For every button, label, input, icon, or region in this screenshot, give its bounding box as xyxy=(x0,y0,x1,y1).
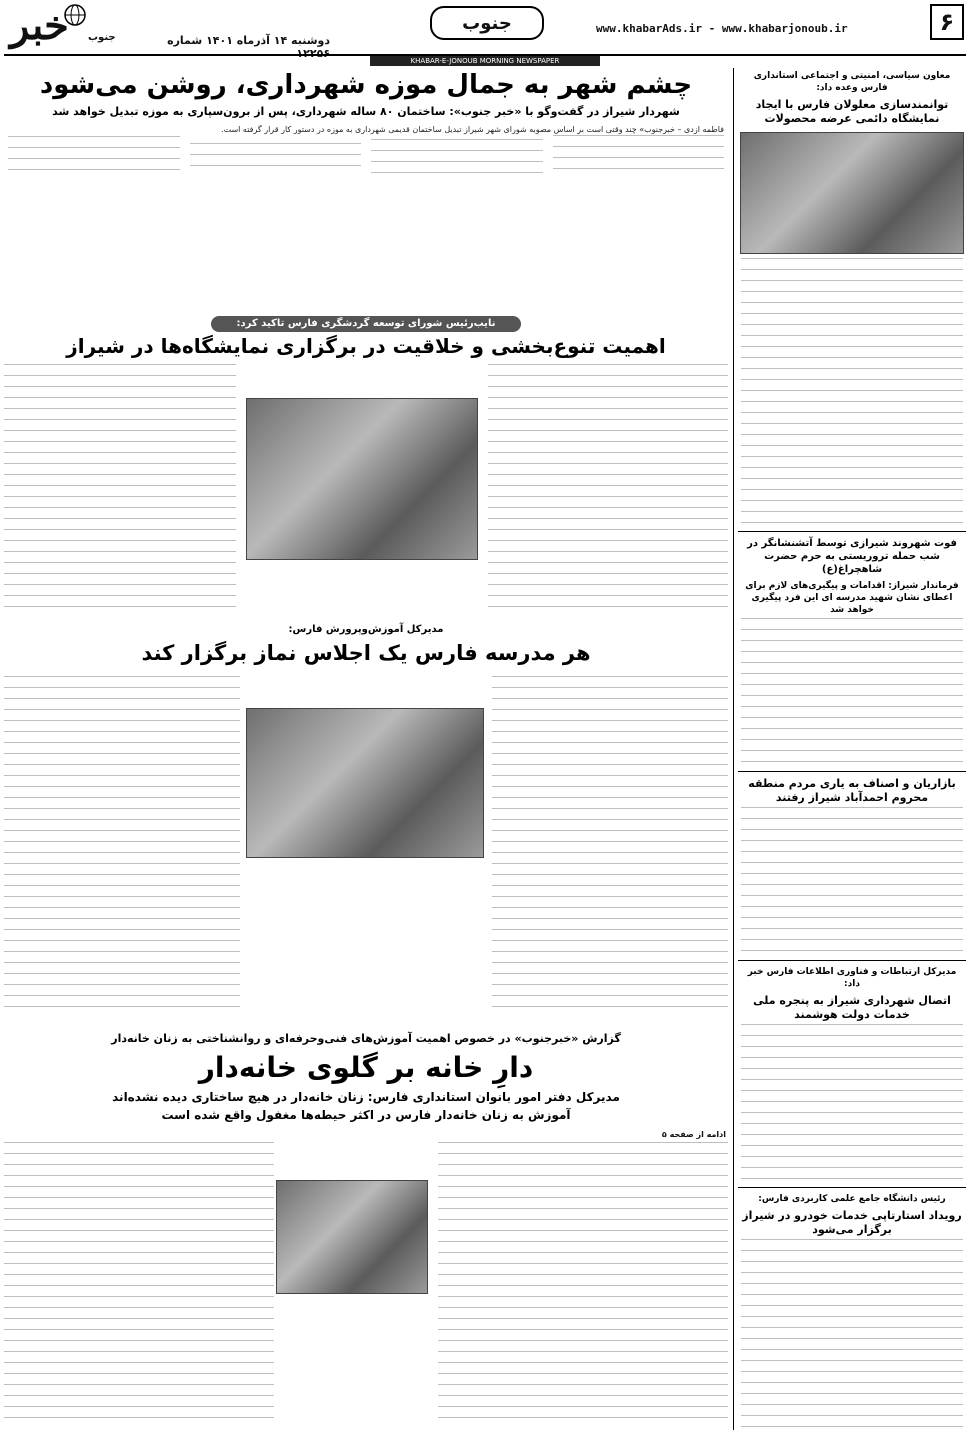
tourism-story xyxy=(4,316,728,622)
sidebar-a1-photo xyxy=(740,132,964,254)
sidebar-a4-body xyxy=(738,1024,966,1184)
newspaper-english-name: KHABAR-E-JONOUB MORNING NEWSPAPER xyxy=(370,56,600,66)
sidebar-a2-body xyxy=(738,618,966,768)
sidebar-a2-headline: فوت شهروند شیرازی توسط آتشنشانگر در شب حمله تروریستی به حرم حضرت شاهچراغ(ع) xyxy=(747,538,957,575)
school-kicker: مدیرکل آموزش‌وپرورش فارس: xyxy=(288,624,444,635)
school-body-left xyxy=(4,676,240,1016)
housewife-photo xyxy=(276,1180,428,1294)
date-issue: دوشنبه ۱۴ آذرماه ۱۴۰۱ شماره xyxy=(167,34,330,47)
logo-sub: جنوب xyxy=(88,32,116,43)
tourism-kicker: نایب‌رئیس شورای توسعه گردشگری فارس تاکید کرد: xyxy=(211,316,521,332)
school-photo xyxy=(246,708,484,858)
sidebar-a3-headline: بازاریان و اصناف به یاری مردم منطقه محروم احمدآباد شیراز رفتند xyxy=(748,777,956,804)
sidebar-a5-headline: رویداد استارتاپی خدمات خودرو در شیراز برگزار می‌شود xyxy=(742,1209,962,1236)
tourism-photo xyxy=(246,398,478,560)
sidebar xyxy=(738,68,966,1430)
housewife-body-left xyxy=(4,1142,274,1426)
sidebar-a4-kicker: مدیرکل ارتباطات و فناوری اطلاعات فارس خبر داد: xyxy=(747,967,957,989)
page-number: ۶ xyxy=(939,8,955,36)
newspaper-logo xyxy=(4,2,124,54)
main-headline: چشم شهر به جمال موزه شهرداری، روشن می‌شود xyxy=(39,70,693,100)
housewife-report xyxy=(4,1030,728,1430)
main-story xyxy=(4,68,728,316)
sidebar-a4-headline: اتصال شهرداری شیراز به پنجره ملی خدمات دولت هوشمند xyxy=(753,994,951,1021)
main-subhead: شهردار شیراز در گفت‌وگو با «خبر جنوب»: ساختمان ۸۰ ساله شهرداری، پس از برون‌سپاری به موزه تبدیل خواهد شد xyxy=(52,105,680,118)
school-headline: هر مدرسه فارس یک اجلاس نماز برگزار کند xyxy=(141,641,591,665)
sidebar-a1-body xyxy=(738,258,966,528)
logo-text: خبر xyxy=(10,2,69,49)
section-label: جنوب xyxy=(430,6,544,40)
housewife-kicker: گزارش «خبرجنوب» در خصوص اهمیت آموزش‌های فنی‌وحرفه‌ای و روانشناختی به زنان خانه‌دار xyxy=(111,1032,621,1045)
page-number-box xyxy=(930,4,964,40)
housewife-subhead1: مدیرکل دفتر امور بانوان استانداری فارس: زنان خانه‌دار در هیچ ساختاری دیده نشده‌اند xyxy=(112,1090,620,1104)
sidebar-a2-sub: فرماندار شیراز: اقدامات و پیگیری‌های لازم برای اعطای نشان شهید مدرسه ای این فرد پیگیری خواهد شد xyxy=(745,581,959,615)
sidebar-a5-kicker: رئیس دانشگاه جامع علمی کاربردی فارس: xyxy=(758,1194,946,1204)
housewife-continued: ادامه از صفحه ۵ xyxy=(661,1130,726,1139)
housewife-headline: دارِ خانه بر گلوی خانه‌دار xyxy=(198,1051,534,1084)
tourism-body-left xyxy=(4,364,236,616)
school-body-right xyxy=(492,676,728,1016)
main-lead: فاطمه ازدی – خبرجنوب» چند وقتی است بر اساس مصوبه شورای شهر شیراز تبدیل ساختمان قدیمی شهرداری به موزه در دستور کار قرار گرفته است. xyxy=(221,125,724,134)
sidebar-a3-body xyxy=(738,807,966,957)
site-urls: www.khabarAds.ir - www.khabarjonoub.ir xyxy=(596,22,848,35)
sidebar-divider xyxy=(733,68,734,1430)
main-body xyxy=(4,135,728,295)
housewife-body-right xyxy=(438,1142,728,1426)
tourism-body-right xyxy=(488,364,728,616)
tourism-headline: اهمیت تنوع‌بخشی و خلاقیت در برگزاری نمایشگاه‌ها در شیراز xyxy=(66,334,666,358)
sidebar-a5-body xyxy=(738,1239,966,1429)
sidebar-a1-kicker: معاون سیاسی، امنیتی و اجتماعی استانداری فارس وعده داد: xyxy=(753,71,951,93)
housewife-subhead2: آموزش به زنان خانه‌دار فارس در اکثر حیطه‌ها مغفول واقع شده است xyxy=(161,1108,571,1122)
sidebar-a1-headline: توانمندسازی معلولان فارس با ایجاد نمایشگاه دائمی عرضه محصولات xyxy=(755,98,949,125)
school-story xyxy=(4,622,728,1020)
